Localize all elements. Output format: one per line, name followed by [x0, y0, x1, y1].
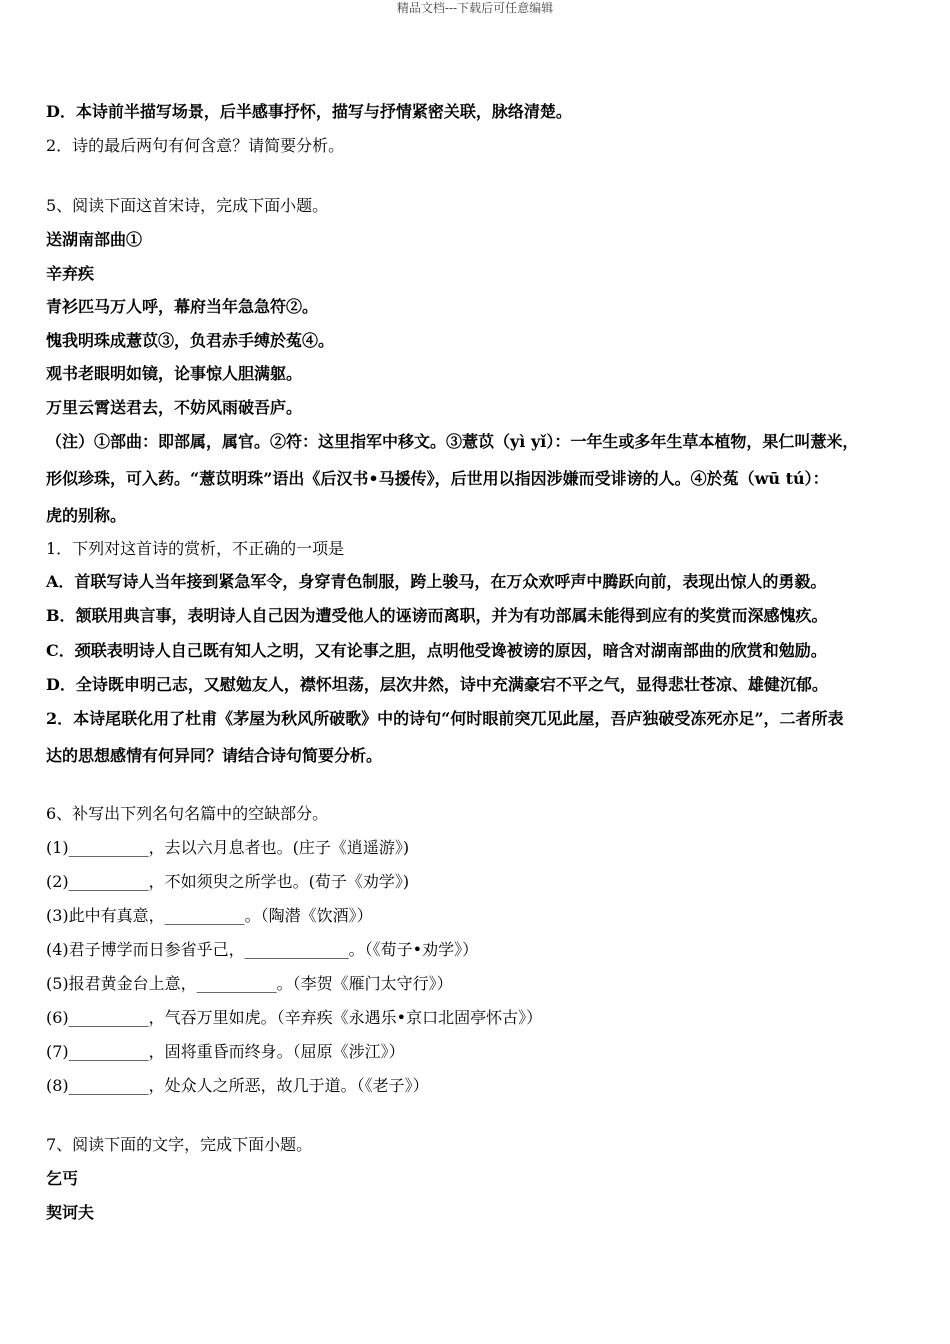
question-2-q5-line-2: 达的思想感情有何异同？请结合诗句简要分析。: [46, 746, 383, 765]
section-7-heading: 7、阅读下面的文字，完成下面小题。: [46, 1135, 313, 1154]
option-a-q5: A．首联写诗人当年接到紧急军令，身穿青色制服，跨上骏马，在万众欢呼声中腾跃向前，表现出惊人的勇毅。: [46, 572, 827, 591]
question-2-q5-line-1: 2．本诗尾联化用了杜甫《茅屋为秋风所破歌》中的诗句“何时眼前突兀见此屋，吾庐独破受冻死亦足”，二者所表: [46, 709, 844, 728]
fill-blank-4: (4)君子博学而日参省乎己，_____________。（《荀子•劝学》）: [46, 940, 479, 959]
fill-blank-2: (2)__________，不如须臾之所学也。(荀子《劝学》): [46, 872, 410, 891]
option-c-q5: C．颈联表明诗人自己既有知人之明，又有论事之胆，点明他受谗被谤的原因，暗含对湖南部曲的欣赏和勉励。: [46, 641, 827, 660]
question-2-q4: 2．诗的最后两句有何含意？请简要分析。: [46, 136, 345, 155]
fill-blank-1: (1)__________，去以六月息者也。(庄子《逍遥游》): [46, 838, 410, 857]
option-d-q4: D．本诗前半描写场景，后半感事抒怀，描写与抒情紧密关联，脉络清楚。: [46, 102, 572, 121]
fill-blank-3: (3)此中有真意，__________。（陶潜《饮酒》）: [46, 906, 373, 925]
notes-line-3: 虎的别称。: [46, 506, 127, 525]
poem-line-1: 青衫匹马万人呼，幕府当年急急符②。: [46, 297, 319, 316]
poem-author: 辛弃疾: [46, 264, 95, 283]
story-title: 乞丐: [46, 1169, 79, 1188]
notes-line-2: 形似珍珠，可入药。“薏苡明珠”语出《后汉书•马援传》，后世用以指因涉嫌而受诽谤的人。④於菟（wū tú）：: [46, 469, 829, 488]
fill-blank-8: (8)__________，处众人之所恶，故几于道。（《老子》）: [46, 1076, 429, 1095]
poem-title: 送湖南部曲①: [46, 230, 143, 249]
poem-line-3: 观书老眼明如镜，论事惊人胆满躯。: [46, 364, 303, 383]
page-header: 精品文档---下载后可任意编辑: [396, 1, 554, 15]
section-6-heading: 6、补写出下列名句名篇中的空缺部分。: [46, 804, 329, 823]
fill-blank-6: (6)__________，气吞万里如虎。（辛弃疾《永遇乐•京口北固亭怀古》）: [46, 1008, 543, 1027]
question-1-q5: 1．下列对这首诗的赏析，不正确的一项是: [46, 539, 345, 558]
story-author: 契诃夫: [46, 1203, 95, 1222]
fill-blank-5: (5)报君黄金台上意，__________。（李贺《雁门太守行》）: [46, 974, 453, 993]
poem-line-4: 万里云霄送君去，不妨风雨破吾庐。: [46, 398, 303, 417]
fill-blank-7: (7)__________，固将重昏而终身。（屈原《涉江》）: [46, 1042, 405, 1061]
notes-line-1: （注）①部曲：即部属，属官。②符：这里指军中移文。③薏苡（yì yǐ）：一年生或多年生草本植物，果仁叫薏米，: [46, 432, 859, 451]
option-b-q5: B．颔联用典言事，表明诗人自己因为遭受他人的诬谤而离职，并为有功部属未能得到应有的奖赏而深感愧疚。: [46, 606, 828, 625]
section-5-heading: 5、阅读下面这首宋诗，完成下面小题。: [46, 196, 329, 215]
poem-line-2: 愧我明珠成薏苡③，负君赤手缚於菟④。: [46, 331, 335, 350]
option-d-q5: D．全诗既申明己志，又慰勉友人，襟怀坦荡，层次井然，诗中充满豪宕不平之气，显得悲壮苍凉、雄健沉郁。: [46, 675, 828, 694]
